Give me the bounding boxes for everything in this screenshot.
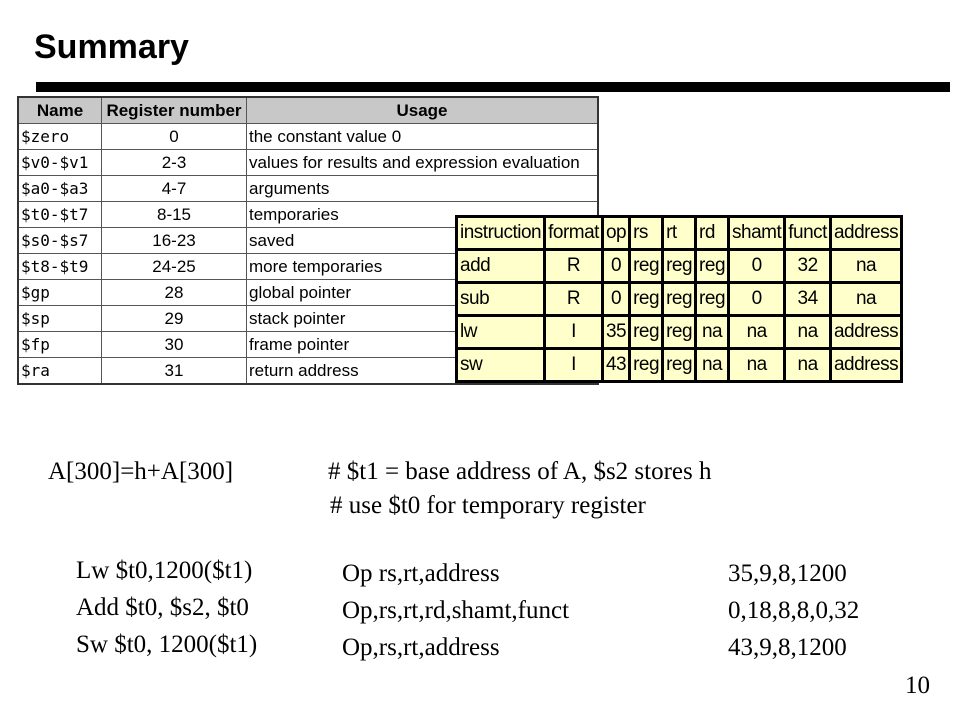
cell-rd: na xyxy=(696,316,729,349)
cell-format: I xyxy=(545,349,603,382)
header-funct: funct xyxy=(785,217,831,250)
cell-address: na xyxy=(830,283,901,316)
cell-rt: reg xyxy=(663,283,696,316)
cell-instruction: lw xyxy=(457,316,545,349)
cell-address: address xyxy=(830,316,901,349)
cell-rt: reg xyxy=(663,316,696,349)
register-usage: global pointer xyxy=(247,280,599,306)
code-line: Add $t0, $s2, $t0 xyxy=(76,594,249,621)
cell-shamt: 0 xyxy=(729,250,785,283)
register-number: 0 xyxy=(102,124,247,150)
cell-shamt: na xyxy=(729,316,785,349)
register-name: $t8-$t9 xyxy=(18,254,102,280)
header-usage: Usage xyxy=(247,97,599,124)
header-rt: rt xyxy=(663,217,696,250)
slide-title: Summary xyxy=(34,28,189,66)
cell-rd: na xyxy=(696,349,729,382)
cell-format: R xyxy=(545,283,603,316)
header-shamt: shamt xyxy=(729,217,785,250)
cell-rs: reg xyxy=(630,283,663,316)
cell-shamt: 0 xyxy=(729,283,785,316)
table-row xyxy=(457,316,902,349)
register-name: $t0-$t7 xyxy=(18,202,102,228)
cell-format: I xyxy=(545,316,603,349)
cell-address: na xyxy=(830,250,901,283)
cell-rd: reg xyxy=(696,283,729,316)
instruction-format-table xyxy=(455,215,903,383)
register-usage: arguments xyxy=(247,176,599,202)
cell-funct: 34 xyxy=(785,283,831,316)
register-usage: temporaries xyxy=(247,202,599,228)
table-row xyxy=(18,176,598,202)
cell-rs: reg xyxy=(630,250,663,283)
register-number: 4-7 xyxy=(102,176,247,202)
cell-instruction: sw xyxy=(457,349,545,382)
cell-funct: na xyxy=(785,349,831,382)
example-statement: A[300]=h+A[300] xyxy=(48,458,234,485)
register-table-header xyxy=(18,97,598,124)
register-name: $zero xyxy=(18,124,102,150)
cell-instruction: sub xyxy=(457,283,545,316)
register-number: 8-15 xyxy=(102,202,247,228)
header-op: op xyxy=(602,217,629,250)
header-rd: rd xyxy=(696,217,729,250)
encoding-line: 43,9,8,1200 xyxy=(728,634,847,661)
register-name: $a0-$a3 xyxy=(18,176,102,202)
table-row xyxy=(457,250,902,283)
cell-funct: 32 xyxy=(785,250,831,283)
register-number: 28 xyxy=(102,280,247,306)
cell-op: 0 xyxy=(602,250,629,283)
register-number: 2-3 xyxy=(102,150,247,176)
register-usage: saved xyxy=(247,228,599,254)
register-number: 16-23 xyxy=(102,228,247,254)
cell-op: 35 xyxy=(602,316,629,349)
header-instruction: instruction xyxy=(457,217,545,250)
register-name: $ra xyxy=(18,358,102,385)
format-line: Op,rs,rt,rd,shamt,funct xyxy=(342,597,570,624)
register-usage: more temporaries xyxy=(247,254,599,280)
code-line: Sw $t0, 1200($t1) xyxy=(76,631,258,658)
cell-funct: na xyxy=(785,316,831,349)
register-name: $sp xyxy=(18,306,102,332)
cell-rs: reg xyxy=(630,349,663,382)
cell-op: 0 xyxy=(602,283,629,316)
table-row xyxy=(457,283,902,316)
cell-rd: reg xyxy=(696,250,729,283)
header-format: format xyxy=(545,217,603,250)
table-row xyxy=(18,124,598,150)
register-number: 24-25 xyxy=(102,254,247,280)
cell-instruction: add xyxy=(457,250,545,283)
example-comment-base: # $t1 = base address of A, $s2 stores h xyxy=(328,458,712,485)
page-number: 10 xyxy=(905,672,930,699)
cell-rt: reg xyxy=(663,349,696,382)
table-row xyxy=(18,150,598,176)
header-address: address xyxy=(830,217,901,250)
register-name: $v0-$v1 xyxy=(18,150,102,176)
cell-op: 43 xyxy=(602,349,629,382)
encoding-line: 35,9,8,1200 xyxy=(728,560,847,587)
header-name: Name xyxy=(18,97,102,124)
cell-rt: reg xyxy=(663,250,696,283)
register-usage: the constant value 0 xyxy=(247,124,599,150)
register-number: 30 xyxy=(102,332,247,358)
format-line: Op,rs,rt,address xyxy=(342,634,500,661)
cell-format: R xyxy=(545,250,603,283)
format-line: Op rs,rt,address xyxy=(342,560,500,587)
register-usage: frame pointer xyxy=(247,332,599,358)
encoding-line: 0,18,8,8,0,32 xyxy=(728,597,860,624)
table-row xyxy=(457,349,902,382)
example-comment-temp: # use $t0 for temporary register xyxy=(330,492,646,519)
register-name: $gp xyxy=(18,280,102,306)
cell-rs: reg xyxy=(630,316,663,349)
register-usage: values for results and expression evaluation xyxy=(247,150,599,176)
format-table-header xyxy=(457,217,902,250)
code-line: Lw $t0,1200($t1) xyxy=(76,557,253,584)
register-usage: stack pointer xyxy=(247,306,599,332)
register-name: $s0-$s7 xyxy=(18,228,102,254)
register-usage: return address xyxy=(247,358,599,385)
register-number: 29 xyxy=(102,306,247,332)
register-name: $fp xyxy=(18,332,102,358)
cell-address: address xyxy=(830,349,901,382)
title-rule xyxy=(36,82,950,92)
cell-shamt: na xyxy=(729,349,785,382)
register-number: 31 xyxy=(102,358,247,385)
header-register-number: Register number xyxy=(102,97,247,124)
header-rs: rs xyxy=(630,217,663,250)
